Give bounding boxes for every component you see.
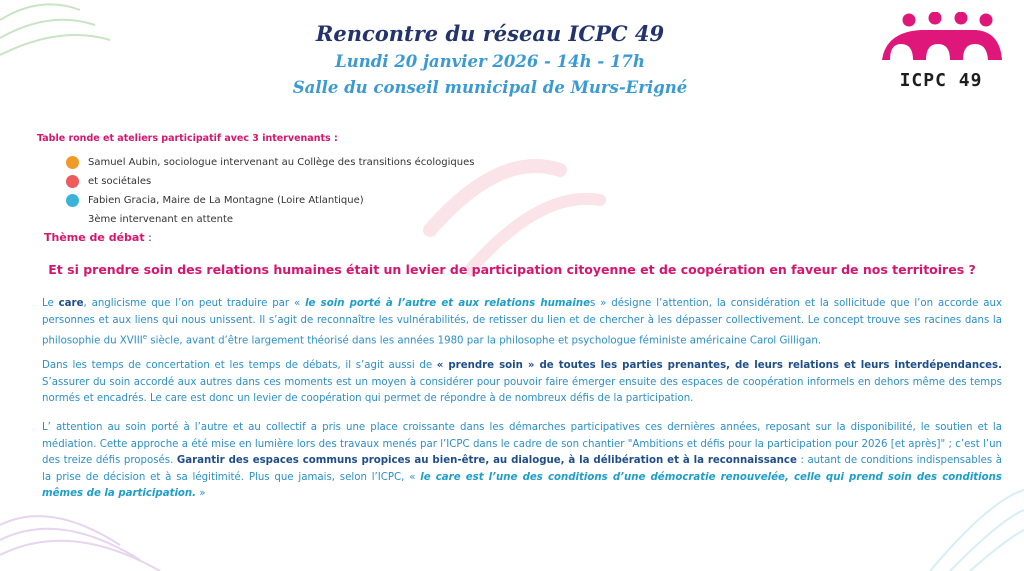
debate-question: Et si prendre soin des relations humaines était un levier de participation citoyenne et de coopération en faveur de nos territoires ? bbox=[48, 262, 976, 277]
speaker-list bbox=[66, 153, 506, 229]
orange-bullet-icon bbox=[66, 156, 79, 169]
paragraph-care-definition: Le care, anglicisme que l’on peut traduire par « le soin porté à l’autre et aux relations humaines » désigne l’attention, la considération et la sollicitude que l’on accorde aux personnes et aux liens qui nous unissent. Il s’agit de reconnaître les vulnérabilités, de retisser du lien et de chercher à les dépasser collectivement. Le concept trouve ses racines dans la philosophie du XVIIIe siècle, avant d’être largement théorisé dans les années 1980 par la philosophe et psychologue féministe américaine Carol Gilligan. bbox=[42, 298, 1002, 347]
list-item: Fabien Gracia, Maire de La Montagne (Loire Atlantique) bbox=[66, 191, 506, 210]
paragraph-icpc: L’ attention au soin porté à l’autre et au collectif a pris une place croissante dans les démarches participatives ces dernières années, reposant sur la disponibilité, le soutien et la médiation. Cette approche a été mise en lumière lors des travaux menés par l’ICPC dans le cadre de son chantier "Ambitions et défis pour la participation pour 2026 [et après]" ; c’est l’un des treize défis proposés. Garantir des espaces communs propices au bien-être, au dialogue, à la délibération et à la reconnaissance : autant de conditions indispensables à la prise de décision et à sa légitimité. Plus que jamais, selon l’ICPC, « le care est l’une des conditions d’une démocratie renouvelée, celle qui prend soin des conditions mêmes de la participation. » bbox=[42, 422, 1002, 499]
icpc-logo bbox=[876, 12, 1006, 94]
paragraph-concertation: Dans les temps de concertation et les temps de débats, il s’agit aussi de « prendre soin » de toutes les parties prenantes, de leurs relations et leurs interdépendances. S’assurer du soin accordé aux autres dans ces moments est un moyen à considérer pour pouvoir faire émerger ensuite des espaces de coopération informels en dehors même des temps normés et encadrés. Le care est donc un levier de coopération qui permet de répondre à de nombreux défis de la participation. bbox=[42, 360, 1002, 404]
logo-text: ICPC 49 bbox=[899, 70, 983, 91]
theme-label: Thème de débat : bbox=[44, 231, 152, 244]
header bbox=[200, 20, 780, 100]
list-item: et sociétales bbox=[66, 172, 506, 191]
list-item: Samuel Aubin, sociologue intervenant au Collège des transitions écologiques bbox=[66, 153, 506, 172]
event-location: Salle du conseil municipal de Murs-Erigné bbox=[292, 78, 688, 97]
red-bullet-icon bbox=[66, 175, 79, 188]
logo-people-icon bbox=[876, 12, 1006, 70]
page-title: Rencontre du réseau ICPC 49 bbox=[315, 21, 665, 46]
blue-bullet-icon bbox=[66, 194, 79, 207]
event-date: Lundi 20 janvier 2026 - 14h - 17h bbox=[335, 52, 645, 71]
list-item: 3ème intervenant en attente bbox=[88, 214, 234, 225]
intro-text: Table ronde et ateliers participatif avec 3 intervenants : bbox=[37, 133, 338, 144]
